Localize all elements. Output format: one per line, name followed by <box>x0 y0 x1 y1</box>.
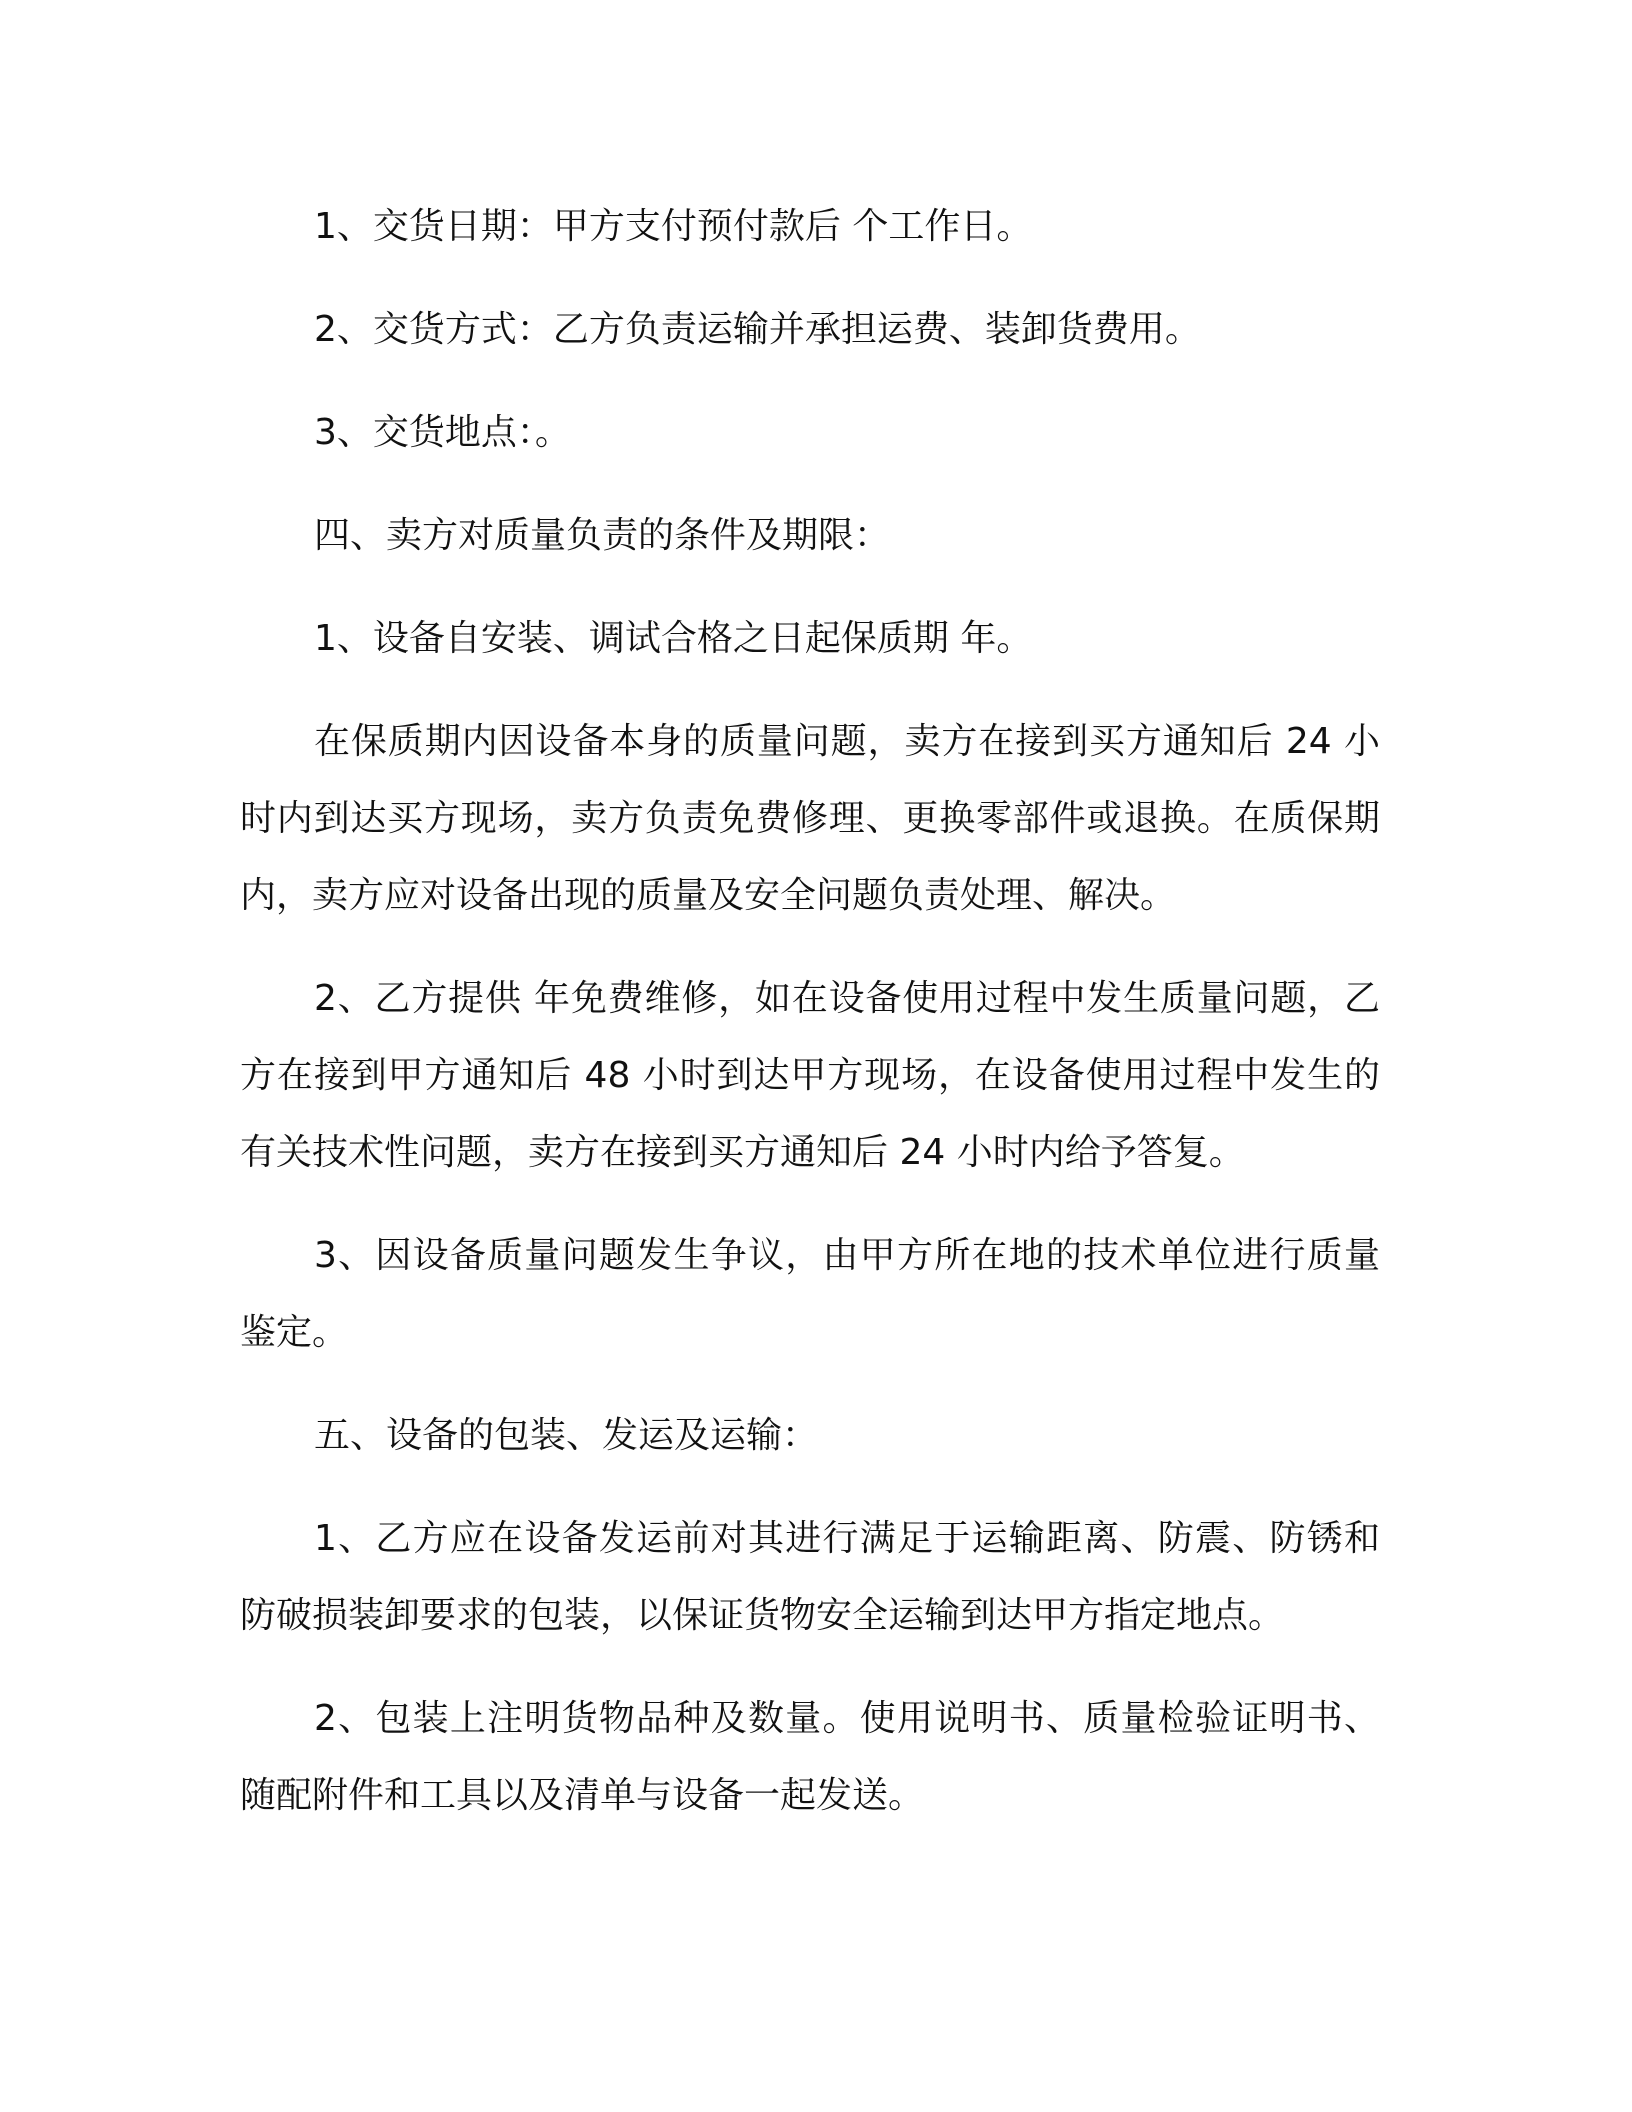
delivery-date-clause: 1、交货日期：甲方支付预付款后 个工作日。 <box>314 206 1033 247</box>
document-body <box>240 188 1380 1860</box>
delivery-location-clause: 3、交货地点：。 <box>314 412 571 453</box>
free-maintenance-clause: 2、乙方提供 年免费维修，如在设备使用过程中发生质量问题，乙方在接到甲方通知后 48 小时到达甲方现场，在设备使用过程中发生的有关技术性问题，卖方在接到买方通知后 24 小时内给予答复。 <box>240 978 1380 1173</box>
packaging-labeling-clause: 2、包装上注明货物品种及数量。使用说明书、质量检验证明书、随配附件和工具以及清单与设备一起发送。 <box>240 1698 1380 1816</box>
delivery-method-clause: 2、交货方式：乙方负责运输并承担运费、装卸货费用。 <box>314 309 1201 350</box>
section-heading-packaging-shipping: 五、设备的包装、发运及运输： <box>314 1415 819 1456</box>
warranty-period-clause: 1、设备自安装、调试合格之日起保质期 年。 <box>314 618 1033 659</box>
section-heading-quality-warranty: 四、卖方对质量负责的条件及期限： <box>314 515 891 556</box>
warranty-repair-paragraph: 在保质期内因设备本身的质量问题，卖方在接到买方通知后 24 小时内到达买方现场，卖方负责免费修理、更换零部件或退换。在质保期内，卖方应对设备出现的质量及安全问题负责处理、解决。 <box>240 721 1380 916</box>
quality-dispute-clause: 3、因设备质量问题发生争议，由甲方所在地的技术单位进行质量鉴定。 <box>240 1235 1380 1353</box>
packaging-requirement-clause: 1、乙方应在设备发运前对其进行满足于运输距离、防震、防锈和防破损装卸要求的包装，以保证货物安全运输到达甲方指定地点。 <box>240 1518 1380 1636</box>
